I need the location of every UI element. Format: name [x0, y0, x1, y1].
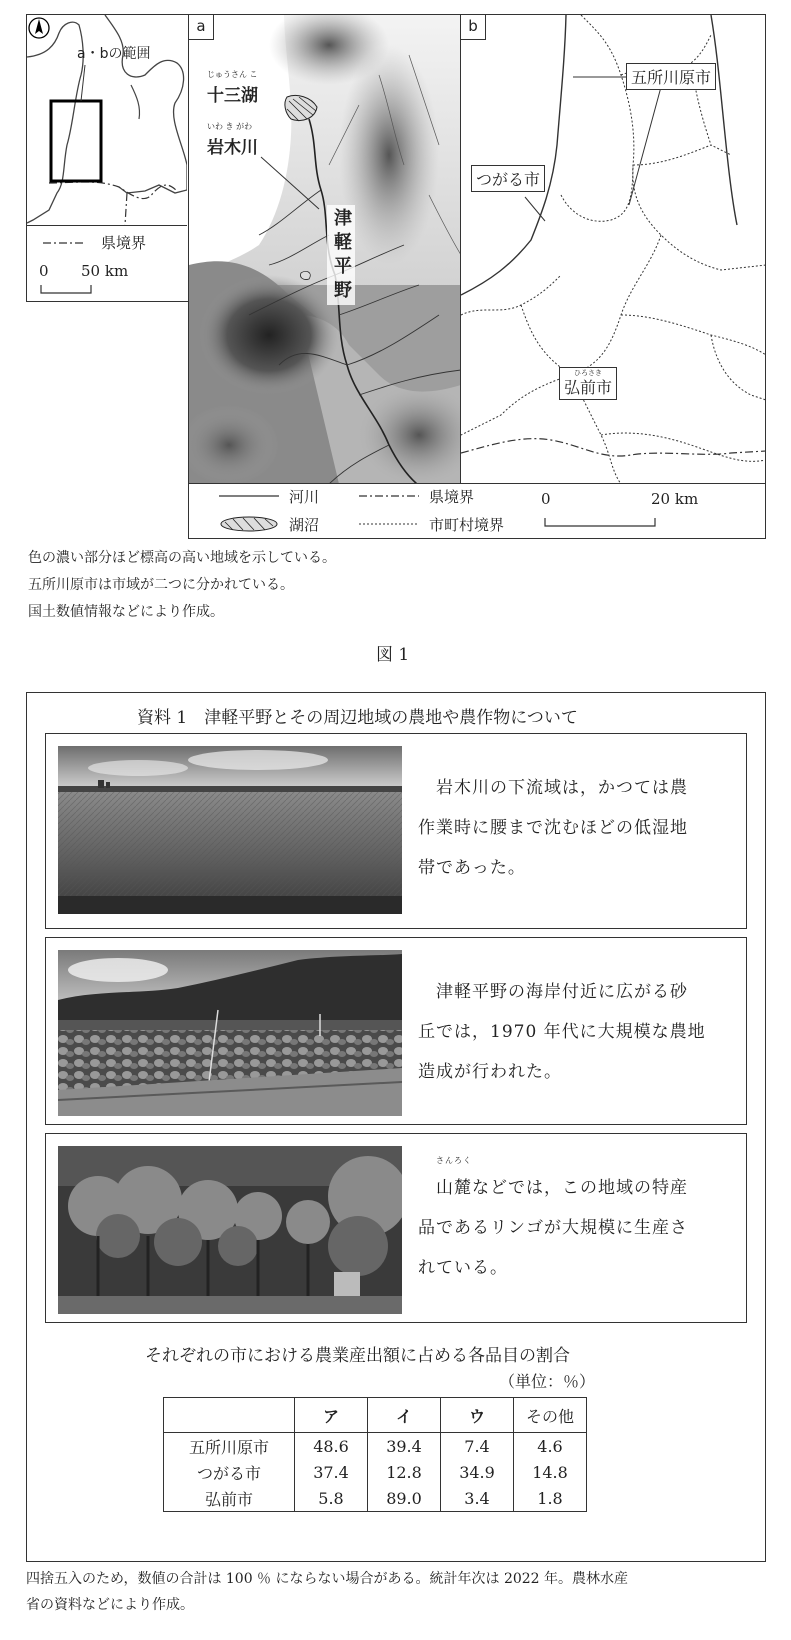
- inset-range-label: a・bの範囲: [77, 46, 151, 62]
- table-row: [164, 1433, 587, 1460]
- panel-2-line-3: 造成が行われた。: [418, 1062, 562, 1082]
- panel-3-line-2: 品であるリンゴが大規模に生産さ: [418, 1218, 688, 1238]
- legend-pref-border-label: 県境界: [429, 488, 475, 506]
- legend-lake-label: 湖沼: [289, 516, 320, 534]
- inset-pref-border-symbol: [43, 238, 83, 248]
- legend-scale-zero: 0: [541, 490, 551, 508]
- photo-dune-field-image: [58, 950, 402, 1116]
- material-panel-3: [45, 1133, 747, 1323]
- lake-label: 十三湖: [207, 86, 258, 106]
- table-header-u: ウ: [441, 1398, 514, 1433]
- legend-city-border-label: 市町村境界: [429, 516, 505, 534]
- material-panel-3-text: [418, 1156, 688, 1288]
- footnote-line-1: 四捨五入のため，数値の合計は 100 ％ にならない場合がある。統計年次は 2022 年。農林水産: [26, 1571, 629, 1587]
- map-legend: [188, 483, 766, 539]
- material-1: [26, 692, 766, 1562]
- table-cell: 7.4: [441, 1433, 514, 1460]
- table-unit: （単位：％）: [499, 1372, 596, 1391]
- map-a-panel-label: [189, 15, 214, 40]
- figure-note-1: 色の濃い部分ほど標高の高い地域を示している。: [28, 550, 336, 566]
- label-goshogawara-text: 五所川原市: [631, 68, 712, 87]
- river-ruby: いわ き がわ: [207, 122, 253, 131]
- legend-scale-label: 20 km: [651, 490, 699, 508]
- legend-lake-symbol: [219, 516, 279, 532]
- figure-note-2: 五所川原市は市域が二つに分かれている。: [28, 577, 294, 593]
- table-cell: 12.8: [368, 1459, 441, 1485]
- label-hirosaki-ruby: ひろさき: [574, 369, 602, 377]
- panel-3-ruby: さんろく: [436, 1156, 472, 1165]
- inset-map: [26, 14, 189, 302]
- legend-scale-bar: [543, 516, 663, 530]
- panel-3-line-1: 山麓などでは，この地域の特産: [418, 1178, 688, 1198]
- footnote: [26, 1566, 628, 1618]
- table-row: [164, 1459, 587, 1485]
- material-title: 資料 1 津軽平野とその周辺地域の農地や農作物について: [137, 708, 578, 728]
- label-hirosaki-text: 弘前市: [564, 378, 613, 397]
- table-header-row: [164, 1398, 587, 1433]
- material-panel-1-text: [418, 768, 688, 888]
- panel-3-line-3: れている。: [418, 1258, 508, 1278]
- plain-char-4: 野: [334, 280, 352, 301]
- legend-river-label: 河川: [289, 488, 320, 506]
- table-header-a: ア: [295, 1398, 368, 1433]
- material-panel-2: [45, 937, 747, 1125]
- footnote-line-2: 省の資料などにより作成。: [26, 1597, 194, 1613]
- table-cell-city: 五所川原市: [164, 1433, 295, 1460]
- lake-ruby: じゅうさん こ: [207, 70, 258, 79]
- table-cell: 39.4: [368, 1433, 441, 1460]
- material-panel-1: [45, 733, 747, 929]
- panel-1-line-1: 岩木川の下流域は，かつては農: [418, 778, 688, 798]
- photo-apple-orchard: [58, 1146, 402, 1314]
- legend-pref-border-symbol: [359, 491, 419, 501]
- inset-legend-divider: [27, 225, 187, 226]
- material-panel-2-text: [418, 972, 706, 1092]
- inset-scale-bar: [39, 283, 99, 297]
- table-cell: 14.8: [514, 1459, 587, 1485]
- table-cell: 37.4: [295, 1459, 368, 1485]
- plain-char-1: 津: [334, 208, 352, 229]
- panel-1-line-2: 作業時に腰まで沈むほどの低湿地: [418, 818, 688, 838]
- photo-rice-paddy: [58, 746, 402, 914]
- map-a: [188, 14, 461, 484]
- table-cell: 89.0: [368, 1485, 441, 1512]
- table-cell: 5.8: [295, 1485, 368, 1512]
- map-a-panel-label-text: a: [196, 17, 206, 35]
- table-cell: 1.8: [514, 1485, 587, 1512]
- legend-city-border-symbol: [359, 519, 419, 529]
- table-row: [164, 1485, 587, 1512]
- figure-notes: [28, 545, 336, 626]
- table-cell-city: 弘前市: [164, 1485, 295, 1512]
- figure-note-3: 国土数値情報などにより作成。: [28, 604, 224, 620]
- label-goshogawara: [626, 63, 716, 90]
- map-b-panel-label-text: b: [468, 17, 478, 35]
- table-cell: 3.4: [441, 1485, 514, 1512]
- label-tsugaru: [471, 165, 545, 192]
- panel-1-line-3: 帯であった。: [418, 858, 526, 878]
- table-cell: 34.9: [441, 1459, 514, 1485]
- table-cell: 4.6: [514, 1433, 587, 1460]
- table-cell-city: つがる市: [164, 1459, 295, 1485]
- inset-pref-border-label: 県境界: [101, 234, 147, 252]
- agri-share-table: [163, 1397, 587, 1512]
- inset-scale-zero: 0: [39, 262, 49, 280]
- figure-caption: 図 1: [376, 645, 410, 665]
- plain-char-3: 平: [334, 256, 352, 277]
- plain-char-2: 軽: [334, 232, 352, 253]
- label-hirosaki: [559, 367, 617, 400]
- photo-apple-orchard-image: [58, 1146, 402, 1314]
- table-title: それぞれの市における農業産出額に占める各品目の割合: [145, 1346, 570, 1366]
- table-header-other: その他: [514, 1398, 587, 1433]
- table-header-corner: [164, 1398, 295, 1433]
- table-cell: 48.6: [295, 1433, 368, 1460]
- photo-rice-paddy-image: [58, 746, 402, 914]
- table-header-i: イ: [368, 1398, 441, 1433]
- map-b-boundaries: [461, 15, 766, 484]
- legend-river-symbol: [219, 491, 279, 501]
- plain-label: [331, 207, 355, 303]
- inset-scale-label: 50 km: [81, 262, 129, 280]
- river-label: 岩木川: [207, 138, 258, 158]
- panel-2-line-2: 丘では，1970 年代に大規模な農地: [418, 1022, 706, 1042]
- photo-dune-field: [58, 950, 402, 1116]
- panel-2-line-1: 津軽平野の海岸付近に広がる砂: [418, 982, 688, 1002]
- map-b: [460, 14, 766, 484]
- map-b-panel-label: [461, 15, 486, 40]
- label-tsugaru-text: つがる市: [476, 170, 541, 189]
